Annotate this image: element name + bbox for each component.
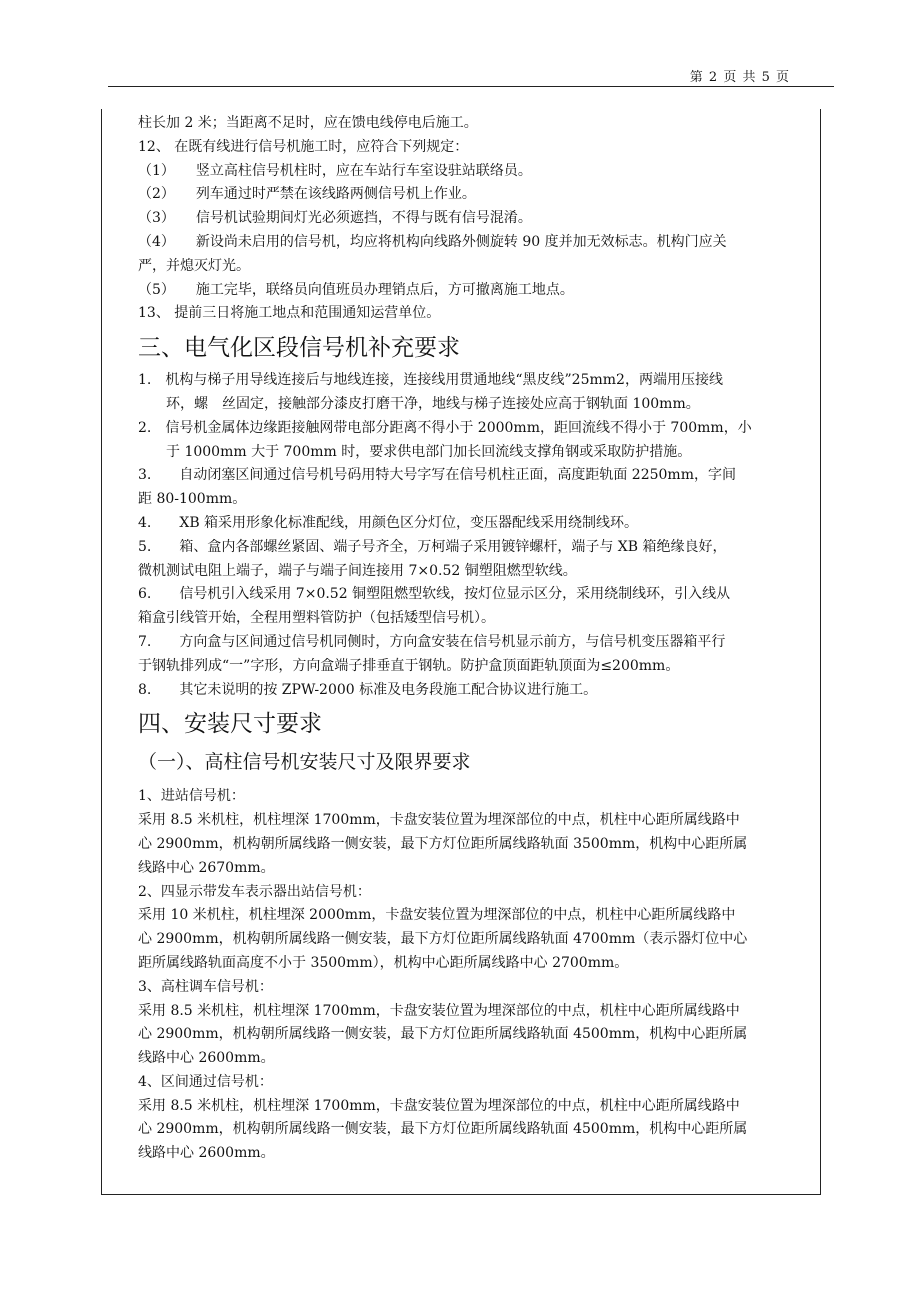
text-line: 心 2900mm，机构朝所属线路一侧安装，最下方灯位距所属线路轨面 4500mm，机构中心距所属	[138, 1026, 748, 1043]
text-line: （5） 施工完毕，联络员向值班员办理销点后，方可撤离施工地点。	[138, 281, 574, 298]
text-line: 采用 8.5 米机柱，机柱埋深 1700mm，卡盘安装位置为埋深部位的中点，机柱中心距所属线路中	[138, 812, 740, 829]
text-line: 距 80-100mm。	[138, 491, 247, 508]
text-line: 严，并熄灭灯光。	[138, 257, 250, 274]
text-line: 5. 箱、盒内各部螺丝紧固、端子号齐全，万柯端子采用镀锌螺杆，端子与 XB 箱绝缘良好，	[138, 538, 727, 555]
text-line: 3、高柱调车信号机：	[138, 978, 273, 995]
document-body	[138, 112, 814, 1166]
text-line: 1. 机构与梯子用导线连接后与地线连接，连接线用贯通地线“黑皮线”25mm2，两端用压接线	[138, 372, 723, 389]
text-line: 微机测试电阻上端子，端子与端子间连接用 7×0.52 铜塑阻燃型软线。	[138, 562, 577, 579]
text-line: 线路中心 2600mm。	[138, 1145, 275, 1162]
text-line: 8. 其它未说明的按 ZPW-2000 标准及电务段施工配合协议进行施工。	[138, 681, 598, 698]
text-line: （1） 竖立高柱信号机柱时，应在车站行车室设驻站联络员。	[138, 162, 532, 179]
text-line: 线路中心 2670mm。	[138, 859, 275, 876]
text-line: （2） 列车通过时严禁在该线路两侧信号机上作业。	[138, 186, 476, 203]
subsection-heading: （一）、高柱信号机安装尺寸及限界要求	[138, 751, 471, 774]
text-line: 采用 10 米机柱，机柱埋深 2000mm，卡盘安装位置为埋深部位的中点，机柱中心距所属线路中	[138, 907, 736, 924]
text-line: 环，螺 丝固定，接触部分漆皮打磨干净，地线与梯子连接处应高于钢轨面 100mm。	[138, 395, 700, 412]
text-line: 心 2900mm，机构朝所属线路一侧安装，最下方灯位距所属线路轨面 4700mm（表示器灯位中心	[138, 931, 748, 948]
text-line: 于钢轨排列成“一”字形，方向盒端子排垂直于钢轨。防护盒顶面距轨顶面为≤200mm。	[138, 657, 680, 674]
text-line: 心 2900mm，机构朝所属线路一侧安装，最下方灯位距所属线路轨面 4500mm，机构中心距所属	[138, 1121, 748, 1138]
text-line: 4. XB 箱采用形象化标准配线，用颜色区分灯位，变压器配线采用绕制线环。	[138, 514, 639, 531]
text-line: （4） 新设尚未启用的信号机，均应将机构向线路外侧旋转 90 度并加无效标志。机构门应关	[138, 233, 727, 250]
text-line: 1、进站信号机：	[138, 788, 245, 805]
page-number: 第 2 页 共 5 页	[689, 70, 790, 85]
text-line: 线路中心 2600mm。	[138, 1050, 275, 1067]
text-line: 采用 8.5 米机柱，机柱埋深 1700mm，卡盘安装位置为埋深部位的中点，机柱中心距所属线路中	[138, 1097, 740, 1114]
text-line: 6. 信号机引入线采用 7×0.52 铜塑阻燃型软线，按灯位显示区分，采用绕制线环，引入线从	[138, 586, 731, 603]
text-line: 2、四显示带发车表示器出站信号机：	[138, 883, 371, 900]
text-line: 4、区间通过信号机：	[138, 1073, 273, 1090]
text-line: 心 2900mm，机构朝所属线路一侧安装，最下方灯位距所属线路轨面 3500mm，机构中心距所属	[138, 835, 748, 852]
text-line: （3） 信号机试验期间灯光必须遮挡，不得与既有信号混淆。	[138, 210, 532, 227]
text-line: 采用 8.5 米机柱，机柱埋深 1700mm，卡盘安装位置为埋深部位的中点，机柱中心距所属线路中	[138, 1002, 740, 1019]
page-header	[108, 64, 834, 87]
text-line: 7. 方向盒与区间通过信号机同侧时，方向盒安装在信号机显示前方，与信号机变压器箱平行	[138, 633, 726, 650]
section-heading: 三、电气化区段信号机补充要求	[138, 335, 460, 362]
section-heading: 四、安装尺寸要求	[138, 711, 322, 738]
text-line: 3. 自动闭塞区间通过信号机号码用特大号字写在信号机柱正面，高度距轨面 2250mm，字间	[138, 467, 736, 484]
text-line: 箱盒引线管开始，全程用塑料管防护（包括矮型信号机）。	[138, 610, 495, 627]
text-line: 13、 提前三日将施工地点和范围通知运营单位。	[138, 305, 441, 322]
text-line: 12、 在既有线进行信号机施工时，应符合下列规定：	[138, 138, 469, 155]
text-line: 2. 信号机金属体边缘距接触网带电部分距离不得小于 2000mm，距回流线不得小于 700mm，小	[138, 419, 752, 436]
text-line: 距所属线路轨面高度不小于 3500mm），机构中心距所属线路中心 2700mm。	[138, 954, 629, 971]
text-line: 柱长加 2 米；当距离不足时，应在馈电线停电后施工。	[138, 115, 478, 131]
text-line: 于 1000mm 大于 700mm 时，要求供电部门加长回流线支撑角钢或采取防护措施。	[138, 443, 692, 460]
